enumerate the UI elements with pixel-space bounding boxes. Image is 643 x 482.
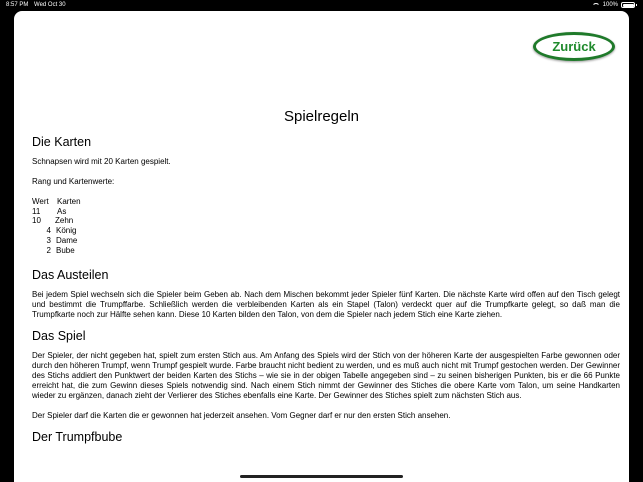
table-row: [32, 216, 620, 226]
section-heading-karten: Die Karten: [32, 135, 92, 149]
rank-header-wert: Wert: [32, 197, 49, 206]
battery-percent: 100%: [602, 2, 618, 8]
rank-table: [32, 197, 620, 255]
wifi-icon: [592, 2, 600, 8]
section-heading-spiel: Das Spiel: [32, 329, 86, 344]
rank-card: König: [56, 226, 77, 236]
rank-value: 2: [46, 245, 51, 255]
rank-value: 4: [46, 226, 51, 236]
battery-icon: [621, 2, 635, 8]
karten-intro: Schnapsen wird mit 20 Karten gespielt.: [32, 157, 171, 166]
battery-fill: [623, 4, 634, 7]
rank-table-header: [32, 197, 620, 207]
rules-sheet[interactable]: [14, 11, 629, 482]
home-indicator[interactable]: [240, 475, 403, 478]
rank-value: 10: [32, 216, 41, 226]
rank-header-karten: Karten: [57, 197, 81, 206]
table-row: [32, 246, 620, 256]
status-bar-right: [592, 0, 635, 10]
table-row: [32, 207, 620, 217]
rank-value: 11: [32, 206, 41, 216]
austeilen-text: Bei jedem Spiel wechseln sich die Spieler beim Geben ab. Nach dem Mischen bekommt jeder Spieler fünf Karten. Die nächste Karte wird offen auf den Tisch gelegt und bestimmt die Trumpffarbe. Schließlich werden die verbleibenden Karten als ein Stapel (Talon) verdeckt quer auf die Trumpfkarte gelegt, so daß man die Trumpfkarte noch zur Hälfte sehen kann. Diese 10 Karten bilden den Talon, von dem die Spieler nach jedem Stich eine Karte ziehen.: [32, 290, 620, 320]
table-row: [32, 236, 620, 246]
status-date: Wed Oct 30: [34, 2, 66, 8]
table-row: [32, 226, 620, 236]
status-bar-left: [6, 0, 70, 10]
spiel-text: Der Spieler, der nicht gegeben hat, spielt zum ersten Stich aus. Am Anfang des Spiels wird der Stich von der höheren Karte der ausgespielten Farbe gewonnen oder durch den höheren Trumpf, wenn Trumpf gespielt wurde. Farbe braucht nicht bedient zu werden, und es muß auch nicht mit Trumpf gestochen werden. Der Gewinner des Stichs addiert den Punktwert der beiden Karten des Stichs – wie sie in der obigen Tabelle angegeben sind – zu seinen bisherigen Punkten, bis er die 66 Punkte erreicht hat, die zum Gewinn dieses Spiels notwendig sind. Nach einem Stich nimmt der Gewinner des Stiches die obere Karte vom Talon, um seine Handkarten wieder zu ergänzen, danach zieht der Verlierer des Stiches ebenfalls eine Karte. Der Gewinner des Stiches spielt zum nächsten Stich aus.: [32, 351, 620, 401]
karten-rank-label: Rang und Kartenwerte:: [32, 177, 115, 186]
rank-card: As: [57, 206, 67, 216]
section-heading-trumpfbube: Der Trumpfbube: [32, 430, 123, 445]
status-time: 8:57 PM: [6, 2, 29, 8]
rules-content: [32, 135, 620, 445]
page-title: Spielregeln: [283, 108, 360, 125]
rank-value: 3: [46, 235, 51, 245]
status-bar: [0, 0, 643, 11]
rank-card: Bube: [56, 245, 75, 255]
rank-card: Zehn: [55, 216, 74, 226]
spiel-text-2: Der Spieler darf die Karten die er gewonnen hat jederzeit ansehen. Vom Gegner darf er nur den ersten Stich ansehen.: [32, 411, 451, 421]
back-button[interactable]: Zurück: [533, 32, 615, 61]
section-heading-austeilen: Das Austeilen: [32, 268, 109, 283]
rank-card: Dame: [56, 235, 78, 245]
